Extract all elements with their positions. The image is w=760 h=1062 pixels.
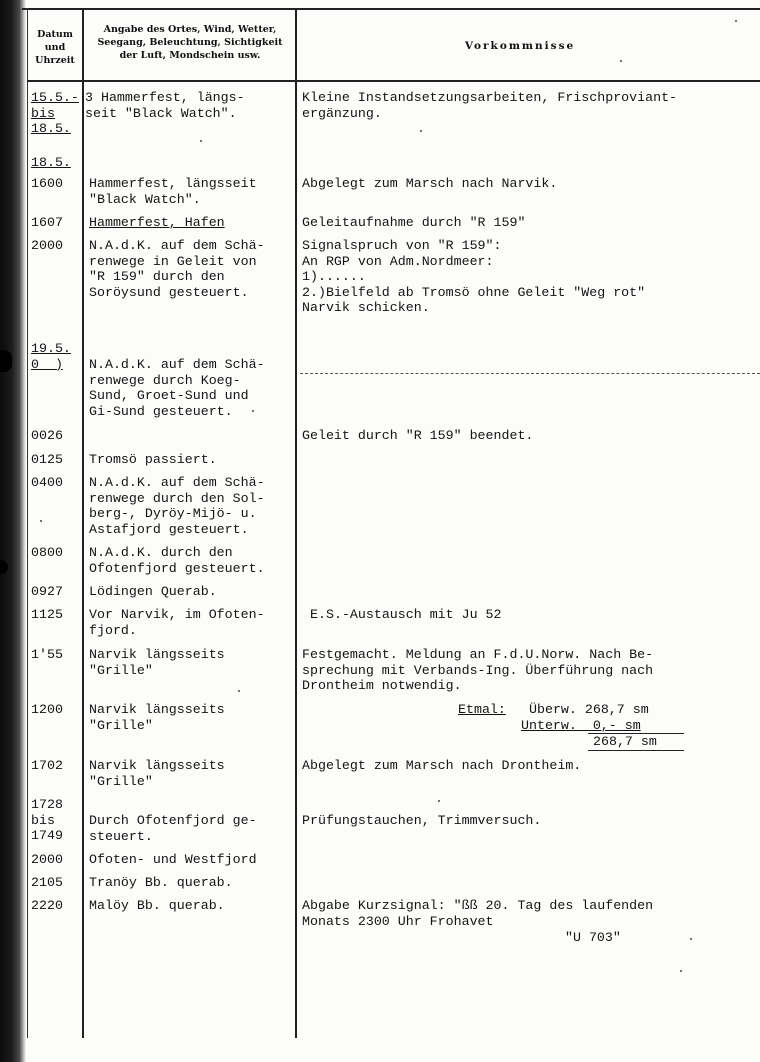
row-place: Narvik längsseits "Grille" [89, 702, 225, 733]
row-place: Narvik längsseits "Grille" [89, 647, 225, 678]
scan-speck [735, 20, 737, 22]
column-line [27, 8, 28, 1038]
row-event: Abgelegt zum Marsch nach Narvik. [302, 176, 558, 191]
row-time: 2000 [31, 238, 63, 253]
row-event: Abgelegt zum Marsch nach Drontheim. [302, 758, 582, 773]
row-time: 1'55 [31, 647, 63, 662]
scan-speck [420, 130, 422, 132]
row-time: 0026 [31, 428, 63, 443]
row-place: Durch Ofotenfjord ge- steuert. [89, 813, 257, 844]
dashed-rule [300, 373, 760, 374]
header-place: Angabe des Ortes, Wind, Wetter, Seegang, Beleuchtung, Sichtigkeit der Luft, Mondschein usw. [97, 24, 283, 61]
row-time: 1600 [31, 176, 63, 191]
header-time: Datum und Uhrzeit [35, 29, 75, 66]
etmal-under: Unterw. 0,- sm [521, 718, 641, 733]
row-time: 0125 [31, 452, 63, 467]
row-time: 1607 [31, 215, 63, 230]
etmal-total: 268,7 sm [593, 734, 657, 749]
row-event: Festgemacht. Meldung an F.d.U.Norw. Nach Be- sprechung mit Verbands-Ing. Überführung nach Drontheim notwendig. [302, 647, 654, 694]
scan-speck [200, 140, 202, 142]
row-place: Tranöy Bb. querab. [89, 875, 233, 890]
row-place: Tromsö passiert. [89, 452, 217, 467]
row-event: E.S.-Austausch mit Ju 52 [310, 607, 502, 622]
row-time: 18.5. [31, 155, 71, 170]
row-time: 0927 [31, 584, 63, 599]
row-time: 2220 [31, 898, 63, 913]
scan-speck [690, 938, 692, 940]
row-event: Prüfungstauchen, Trimmversuch. [302, 813, 542, 828]
scan-speck [680, 970, 682, 972]
etmal-over: Überw. 268,7 sm [529, 702, 649, 717]
row-event: Abgabe Kurzsignal: "ßß 20. Tag des laufenden Monats 2300 Uhr Frohavet [302, 898, 654, 929]
row-place: Narvik längsseits "Grille" [89, 758, 225, 789]
row-time: 1200 [31, 702, 63, 717]
scan-speck [438, 800, 440, 802]
row-time: 2105 [31, 875, 63, 890]
row-event: Signalspruch von "R 159": An RGP von Adm.Nordmeer: 1)...... 2.)Bielfeld ab Tromsö ohne Geleit "Weg rot" Narvik schicken. [302, 238, 646, 316]
row-event: Geleitaufnahme durch "R 159" [302, 215, 526, 230]
row-place: N.A.d.K. auf dem Schä- renwege durch Koeg- Sund, Groet-Sund und Gi-Sund gesteuert. [89, 357, 265, 419]
row-place: N.A.d.K. auf dem Schä- renwege in Geleit von "R 159" durch den Soröysund gesteuert. [89, 238, 265, 300]
scan-blot [0, 350, 12, 372]
row-event: Geleit durch "R 159" beendet. [302, 428, 534, 443]
row-time: 0400 [31, 475, 63, 490]
scan-speck [238, 690, 240, 692]
sum-rule [588, 733, 684, 734]
scan-speck [252, 410, 254, 412]
row-time: 1125 [31, 607, 63, 622]
row-time: 2000 [31, 852, 63, 867]
column-line [82, 8, 84, 1038]
row-time: 1728 bis 1749 [31, 797, 63, 844]
row-time: 19.5. 0 ) [31, 341, 71, 372]
sum-rule [588, 750, 684, 751]
top-rule [22, 8, 760, 10]
row-event: Kleine Instandsetzungsarbeiten, Frischproviant- ergänzung. [302, 90, 678, 121]
scan-edge [0, 0, 26, 1062]
row-place: Lödingen Querab. [89, 584, 217, 599]
row-place: N.A.d.K. auf dem Schä- renwege durch den Sol- berg-, Dyröy-Mijö- u. Astafjord gesteuert. [89, 475, 265, 537]
header-events: Vorkommnisse [464, 40, 576, 52]
row-place: Ofoten- und Westfjord [89, 852, 257, 867]
row-time: 15.5.- bis 18.5. [31, 90, 79, 137]
scan-speck [40, 520, 42, 522]
row-place: N.A.d.K. durch den Ofotenfjord gesteuert. [89, 545, 265, 576]
row-place: Vor Narvik, im Ofoten- fjord. [89, 607, 265, 638]
row-place: Hammerfest, Hafen [89, 215, 225, 230]
row-place: Malöy Bb. querab. [89, 898, 225, 913]
row-time: 0800 [31, 545, 63, 560]
etmal-label: Etmal: [458, 702, 506, 717]
column-line [295, 8, 297, 1038]
signature: "U 703" [565, 930, 621, 945]
header-rule [27, 80, 760, 82]
row-place: Hammerfest, längsseit "Black Watch". [89, 176, 257, 207]
row-time: 1702 [31, 758, 63, 773]
scan-speck [620, 60, 622, 62]
row-place: 3 Hammerfest, längs- seit "Black Watch". [85, 90, 245, 121]
